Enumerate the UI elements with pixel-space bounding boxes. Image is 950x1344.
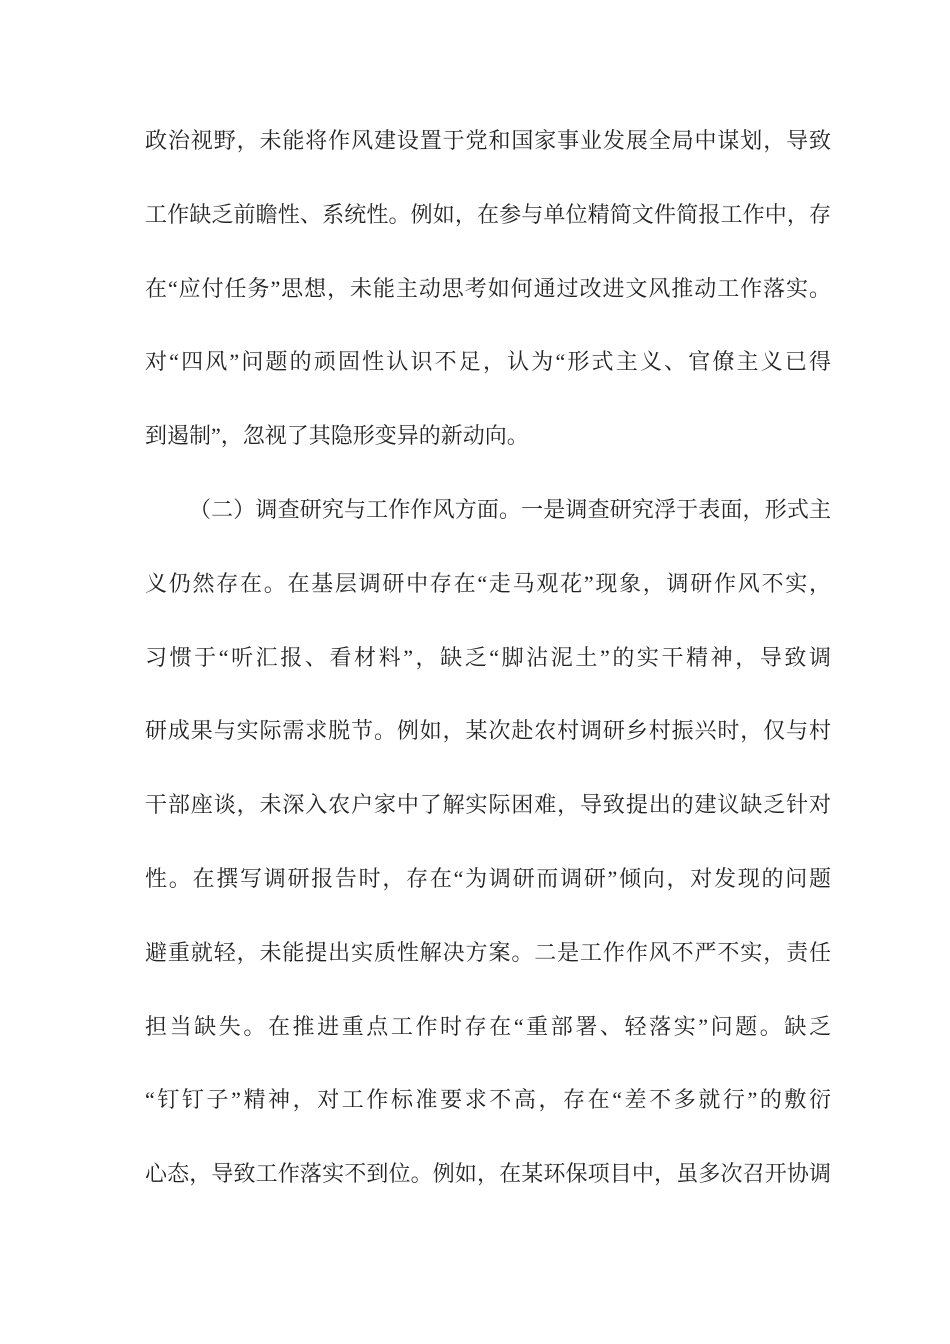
- text-line: 政治视野，未能将作风建设置于党和国家事业发展全局中谋划，导致: [145, 128, 831, 153]
- text-line: 在“应付任务”思想，未能主动思考如何通过改进文风推动工作落实。: [145, 275, 831, 301]
- text-line: 习惯于“听汇报、看材料”，缺乏“脚沾泥土”的实干精神，导致调: [145, 644, 831, 670]
- text-line: 义仍然存在。在基层调研中存在“走马观花”现象，调研作风不实，: [145, 570, 831, 596]
- text-line: 研成果与实际需求脱节。例如，某次赴农村调研乡村振兴时，仅与村: [145, 718, 831, 744]
- text-line: 到遏制”，忽视了其隐形变异的新动向。: [145, 423, 529, 449]
- text-line: 性。在撰写调研报告时，存在“为调研而调研”倾向，对发现的问题: [145, 865, 831, 891]
- text-line: 担当缺失。在推进重点工作时存在“重部署、轻落实”问题。缺乏: [145, 1013, 831, 1039]
- text-line: 工作缺乏前瞻性、系统性。例如，在参与单位精简文件简报工作中，存: [145, 201, 831, 227]
- text-line: （二）调查研究与工作作风方面。一是调查研究浮于表面，形式主: [189, 496, 831, 522]
- text-line: 干部座谈，未深入农户家中了解实际困难，导致提出的建议缺乏针对: [145, 792, 831, 818]
- text-line: 避重就轻，未能提出实质性解决方案。二是工作作风不严不实，责任: [145, 939, 831, 965]
- text-line: “钉钉子”精神，对工作标准要求不高，存在“差不多就行”的敷衍: [145, 1087, 831, 1113]
- text-line: 心态，导致工作落实不到位。例如，在某环保项目中，虽多次召开协调: [145, 1161, 831, 1187]
- text-line: 对“四风”问题的顽固性认识不足，认为“形式主义、官僚主义已得: [145, 349, 831, 375]
- document-body-text: [145, 104, 831, 1211]
